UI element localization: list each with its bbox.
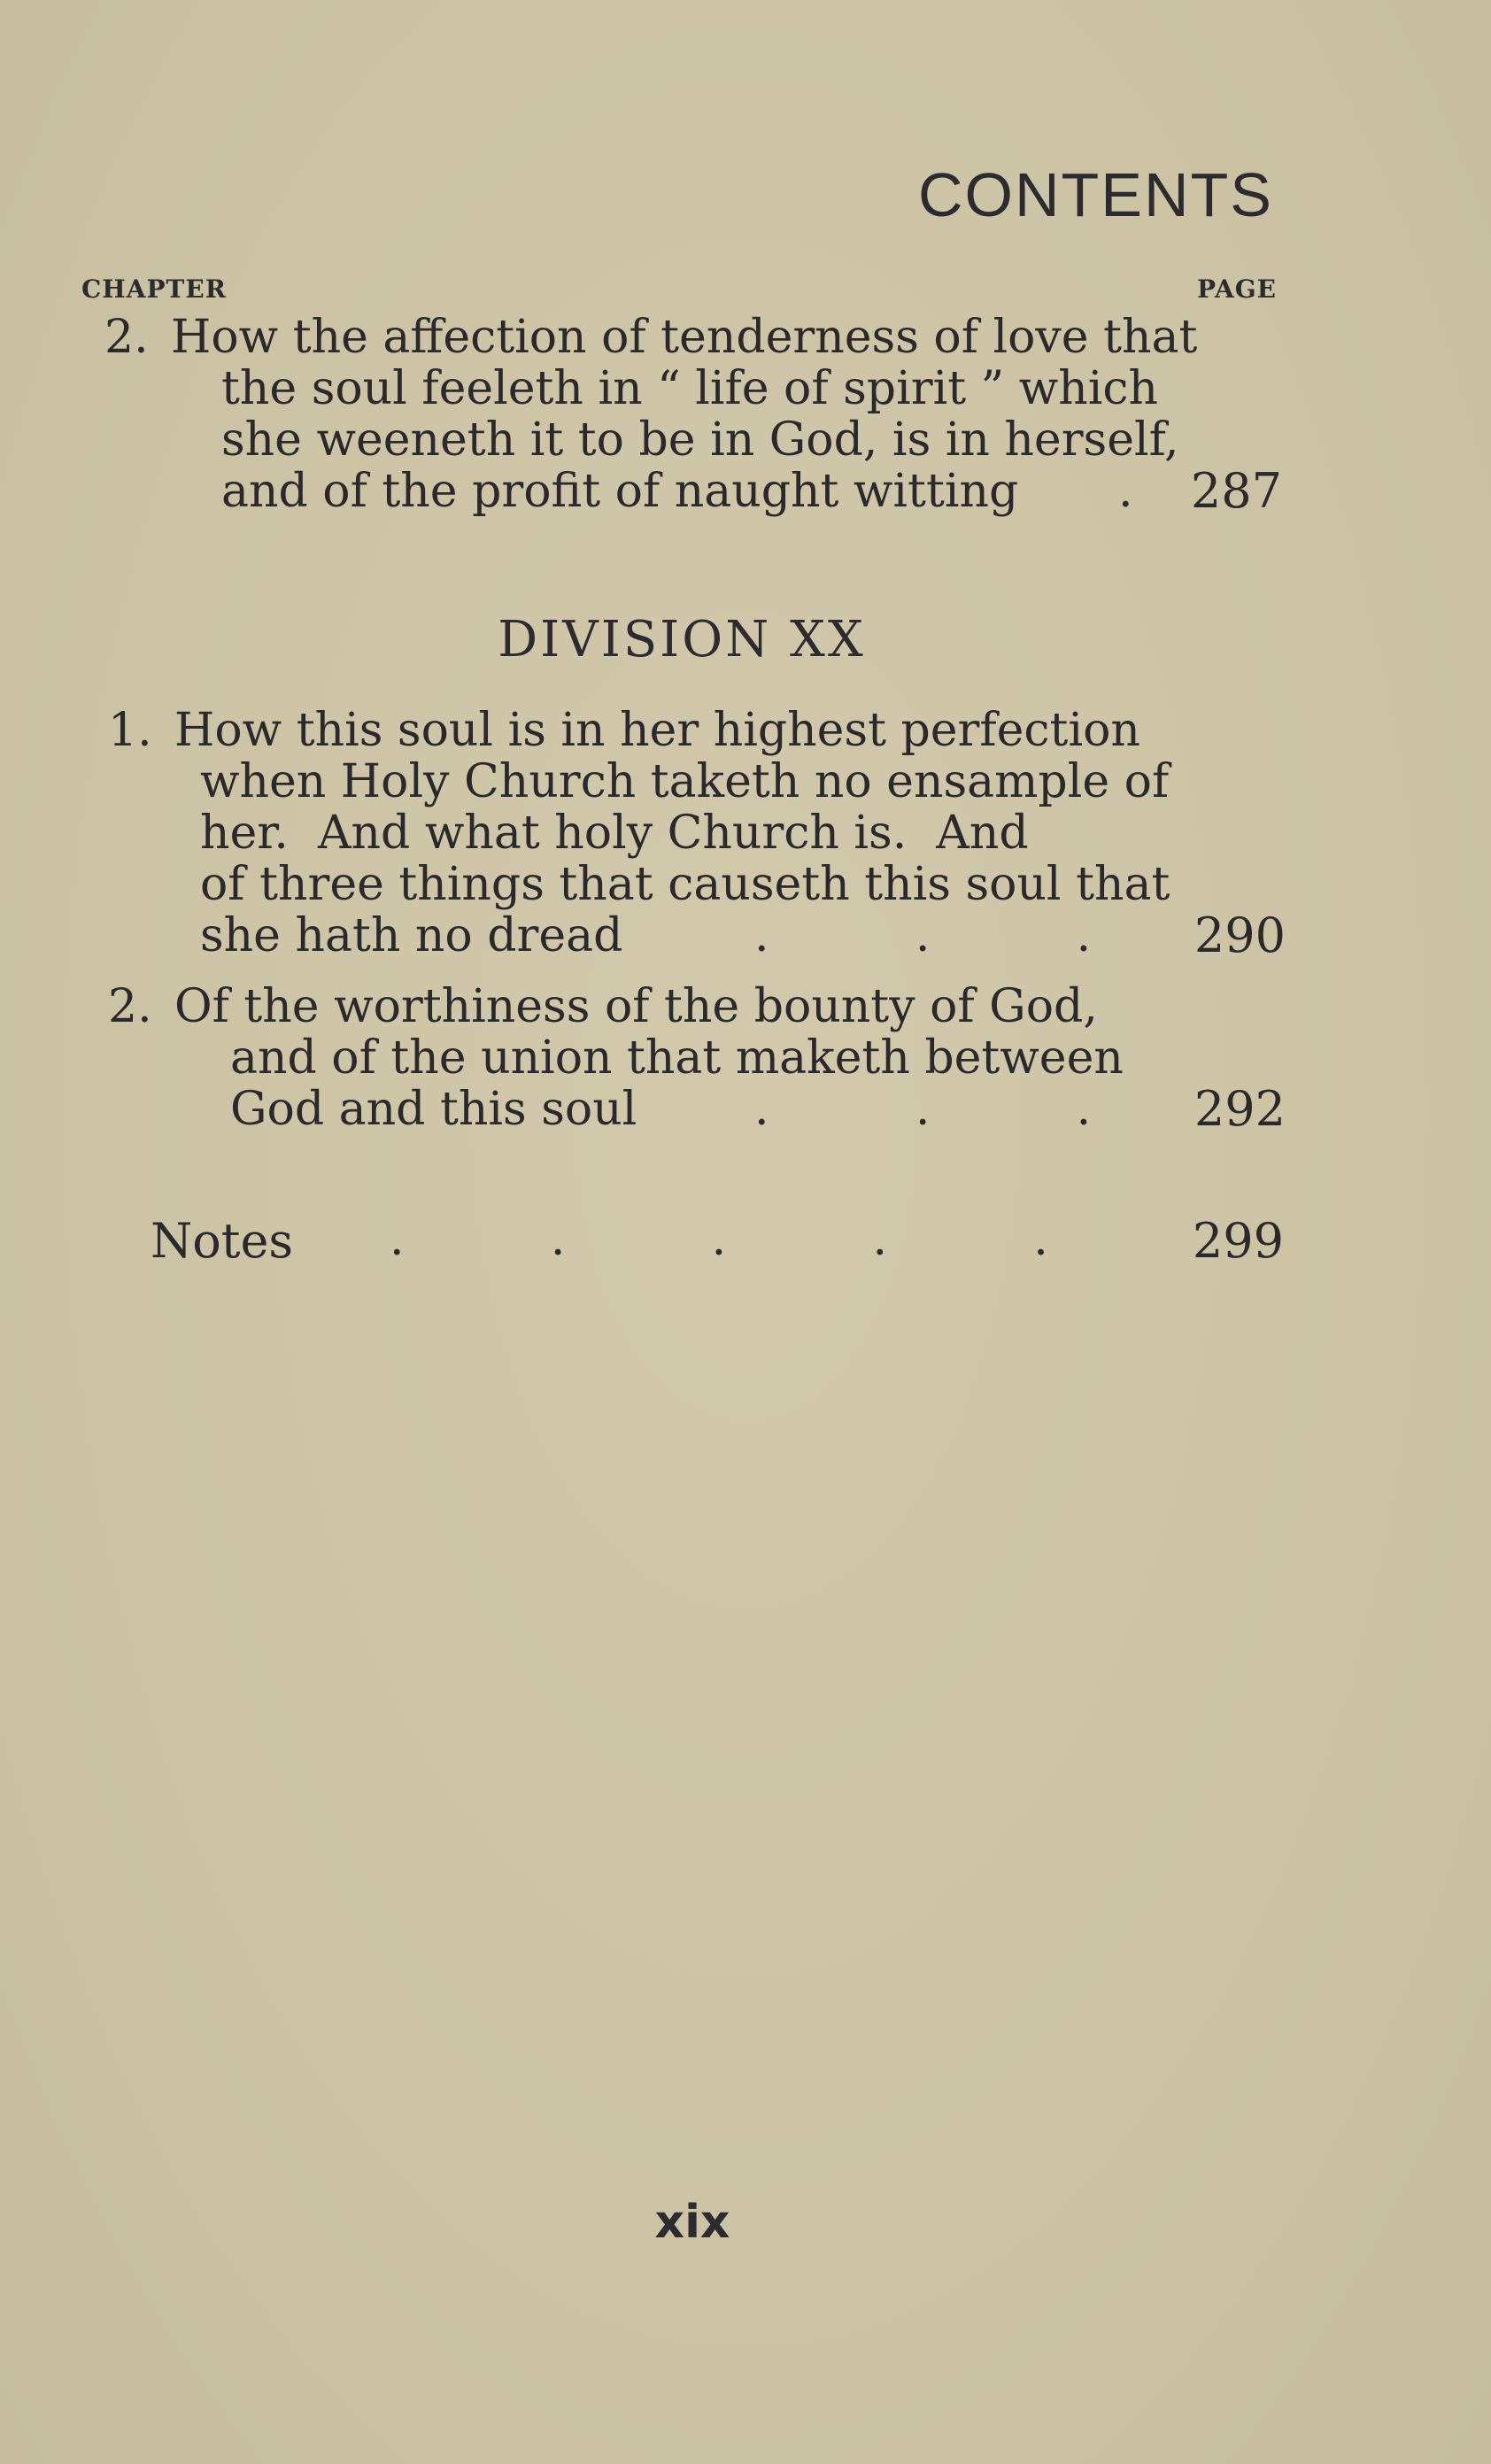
toc-entry-notes[interactable] — [151, 1213, 1284, 1269]
dot-leader: . . . — [754, 909, 1092, 962]
page-number: 299 — [1192, 1213, 1284, 1269]
entry-last-line — [104, 463, 1282, 519]
entry-line: Of the worthiness of the bounty of God, — [174, 980, 1098, 1033]
toc-entry[interactable] — [108, 705, 1286, 962]
entry-last-line — [108, 1081, 1286, 1137]
dot-leader: . . . — [754, 1083, 1092, 1136]
entry-line: when Holy Church taketh no ensample of — [200, 755, 1170, 808]
entry-line: her. And what holy Church is. And — [200, 807, 1029, 860]
chapter-number: 1. — [108, 704, 152, 757]
entry-line: the soul feeleth in “ life of spirit ” which — [221, 362, 1158, 415]
page-title: CONTENTS — [918, 160, 1273, 229]
folio-page-number: xix — [654, 2196, 730, 2249]
entry-line: and of the union that maketh between — [230, 1031, 1124, 1085]
division-heading: DIVISION XX — [498, 611, 866, 668]
entry-last-line — [108, 910, 1286, 962]
page-number: 287 — [1190, 463, 1282, 519]
chapter-number: 2. — [104, 311, 149, 364]
entry-line: of three things that causeth this soul that — [200, 858, 1170, 911]
toc-entry[interactable] — [108, 981, 1286, 1135]
notes-label: Notes — [151, 1213, 294, 1269]
entry-line: she weeneth it to be in God, is in herself, — [221, 413, 1179, 467]
dot-leader: . — [1118, 465, 1133, 518]
page-column-label: PAGE — [1197, 274, 1277, 304]
chapter-column-label: CHAPTER — [81, 274, 227, 304]
entry-line: How this soul is in her highest perfection — [174, 704, 1140, 757]
entry-line: she hath no dread — [200, 909, 623, 962]
page-number: 292 — [1194, 1081, 1286, 1137]
dot-leader: . . . . . — [390, 1213, 1048, 1266]
entry-line: God and this soul — [230, 1083, 637, 1136]
toc-entry[interactable] — [104, 312, 1282, 517]
entry-line: and of the profit of naught witting — [221, 465, 1019, 518]
page-number: 290 — [1194, 908, 1286, 963]
entry-line: How the affection of tenderness of love that — [171, 311, 1198, 364]
chapter-number: 2. — [108, 980, 152, 1033]
